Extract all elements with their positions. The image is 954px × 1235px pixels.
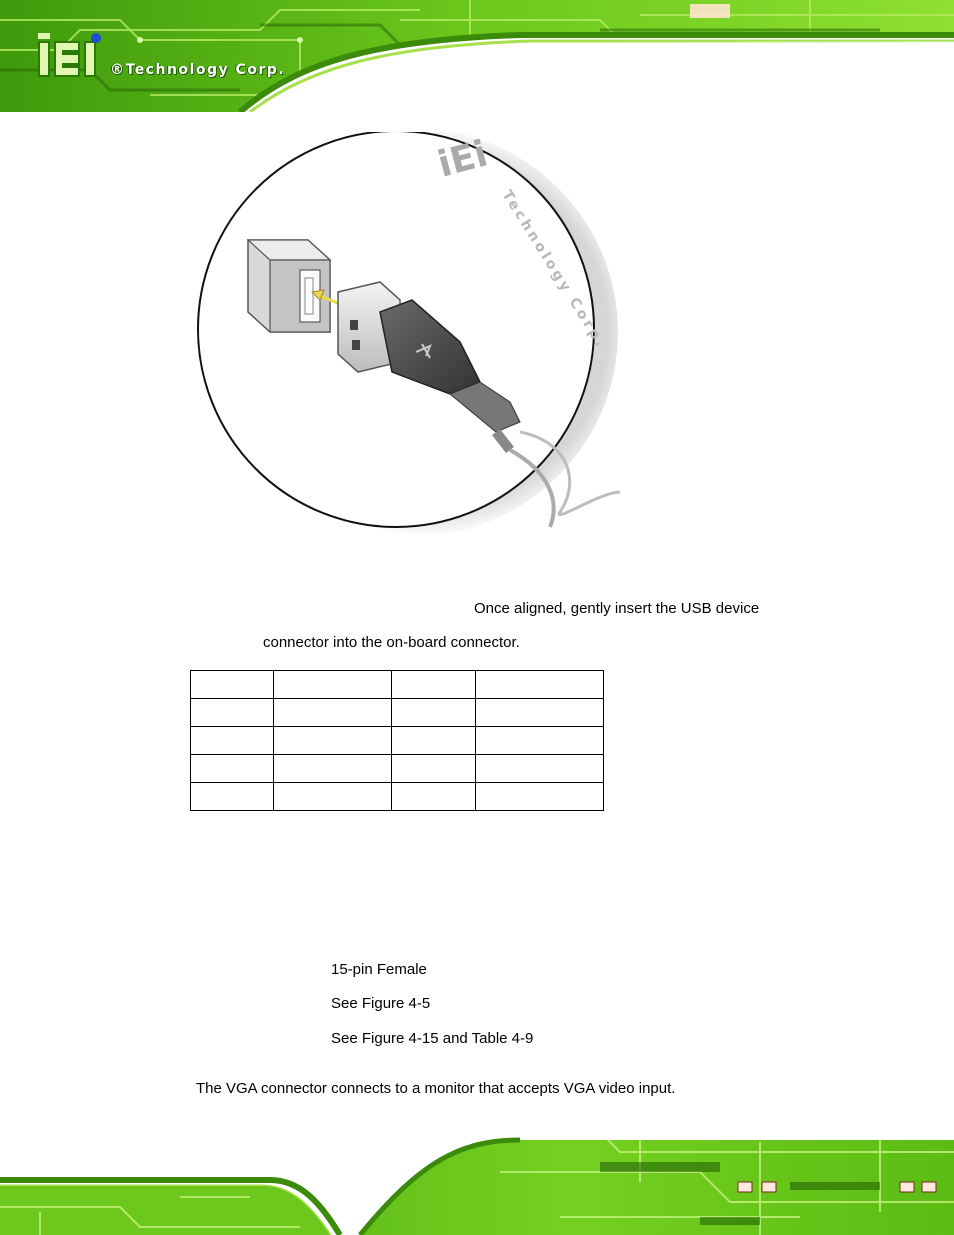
table-cell (191, 755, 274, 783)
usb-insertion-figure (180, 132, 620, 540)
step-text-line-1: Once aligned, gently insert the USB device (474, 600, 760, 617)
table-row (191, 671, 604, 699)
usb-receptacle (248, 240, 330, 332)
table-cell (273, 699, 391, 727)
table-cell (476, 699, 604, 727)
usb-pinout-table (190, 670, 604, 811)
watermark-text: Technology Corp. (498, 187, 610, 352)
table-cell (391, 671, 476, 699)
table-cell (391, 755, 476, 783)
table-cell (391, 727, 476, 755)
table-cell (273, 755, 391, 783)
table-cell (391, 783, 476, 811)
pcb-footer-graphic (0, 1122, 954, 1235)
table-cell (191, 671, 274, 699)
table-cell (273, 727, 391, 755)
table-cell (476, 755, 604, 783)
connector-pinouts-value: See Figure 4-15 and Table 4-9 (331, 1030, 534, 1047)
table-cell (391, 699, 476, 727)
vga-description: The VGA connector connects to a monitor that accepts VGA video input. (196, 1080, 676, 1097)
table-cell (191, 727, 274, 755)
table-cell (191, 699, 274, 727)
step-text-line-2: connector into the on-board connector. (263, 634, 520, 651)
pcb-header-graphic (0, 0, 954, 112)
table-row (191, 783, 604, 811)
table-cell (273, 783, 391, 811)
table-cell (476, 671, 604, 699)
table-row (191, 755, 604, 783)
table-cell (476, 783, 604, 811)
connector-type-value: 15-pin Female (331, 961, 427, 978)
page-header (0, 0, 954, 112)
table-cell (273, 671, 391, 699)
table-row (191, 727, 604, 755)
iei-logo-icon (38, 33, 102, 79)
table-row (191, 699, 604, 727)
table-cell (476, 727, 604, 755)
connector-location-value: See Figure 4-5 (331, 995, 431, 1012)
watermark-mark: iEi (433, 133, 492, 186)
page-footer (0, 1122, 954, 1235)
table-cell (191, 783, 274, 811)
logo-text: ®Technology Corp. (110, 62, 286, 78)
